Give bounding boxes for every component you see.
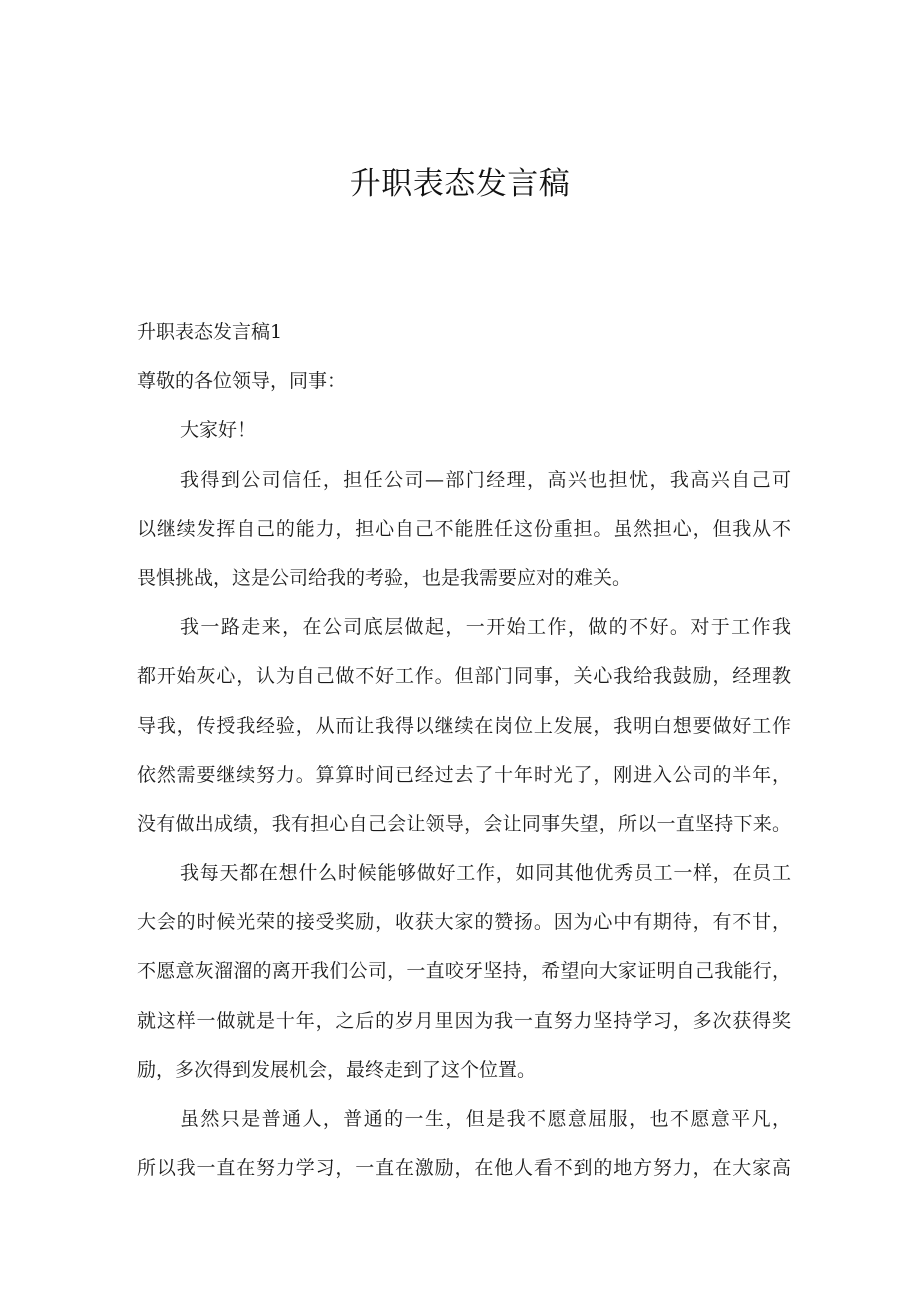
paragraph-4-line-1: 虽然只是普通人，普通的一生，但是我不愿意屈服，也不愿意平凡， bbox=[180, 1108, 791, 1130]
paragraph-1-line-1: 我得到公司信任，担任公司—部门经理，高兴也担忧，我高兴自己可 bbox=[180, 468, 791, 491]
salutation-line: 尊敬的各位领导，同事： bbox=[137, 370, 347, 393]
paragraph-3-line-4: 就这样一做就是十年，之后的岁月里因为我一直努力坚持学习，多次获得奖 bbox=[137, 1009, 791, 1032]
section-heading: 升职表态发言稿1 bbox=[137, 321, 283, 343]
paragraph-3-line-3: 不愿意灰溜溜的离开我们公司，一直咬牙坚持，希望向大家证明自己我能行， bbox=[137, 960, 791, 983]
paragraph-3-line-5: 励，多次得到发展机会，最终走到了这个位置。 bbox=[137, 1058, 537, 1081]
document-title: 升职表态发言稿 bbox=[349, 166, 571, 202]
paragraph-1-line-3: 畏惧挑战，这是公司给我的考验，也是我需要应对的难关。 bbox=[137, 566, 632, 589]
paragraph-2-line-2: 都开始灰心，认为自己做不好工作。但部门同事，关心我给我鼓励，经理教 bbox=[137, 665, 791, 688]
greeting-line: 大家好！ bbox=[180, 419, 257, 442]
paragraph-2-line-4: 依然需要继续努力。算算时间已经过去了十年时光了，刚进入公司的半年， bbox=[137, 763, 791, 786]
paragraph-2-line-3: 导我，传授我经验，从而让我得以继续在岗位上发展，我明白想要做好工作 bbox=[137, 714, 791, 737]
paragraph-4-line-2: 所以我一直在努力学习，一直在激励，在他人看不到的地方努力，在大家高 bbox=[137, 1157, 791, 1180]
paragraph-3-line-2: 大会的时候光荣的接受奖励，收获大家的赞扬。因为心中有期待，有不甘， bbox=[137, 911, 791, 934]
paragraph-2-line-1: 我一路走来，在公司底层做起，一开始工作，做的不好。对于工作我 bbox=[180, 616, 791, 639]
paragraph-1-line-2: 以继续发挥自己的能力，担心自己不能胜任这份重担。虽然担心，但我从不 bbox=[137, 517, 791, 540]
paragraph-2-line-5: 没有做出成绩，我有担心自己会让领导，会让同事失望，所以一直坚持下来。 bbox=[137, 812, 791, 835]
document-body bbox=[137, 308, 791, 1193]
paragraph-3-line-1: 我每天都在想什么时候能够做好工作，如同其他优秀员工一样，在员工 bbox=[180, 862, 791, 885]
